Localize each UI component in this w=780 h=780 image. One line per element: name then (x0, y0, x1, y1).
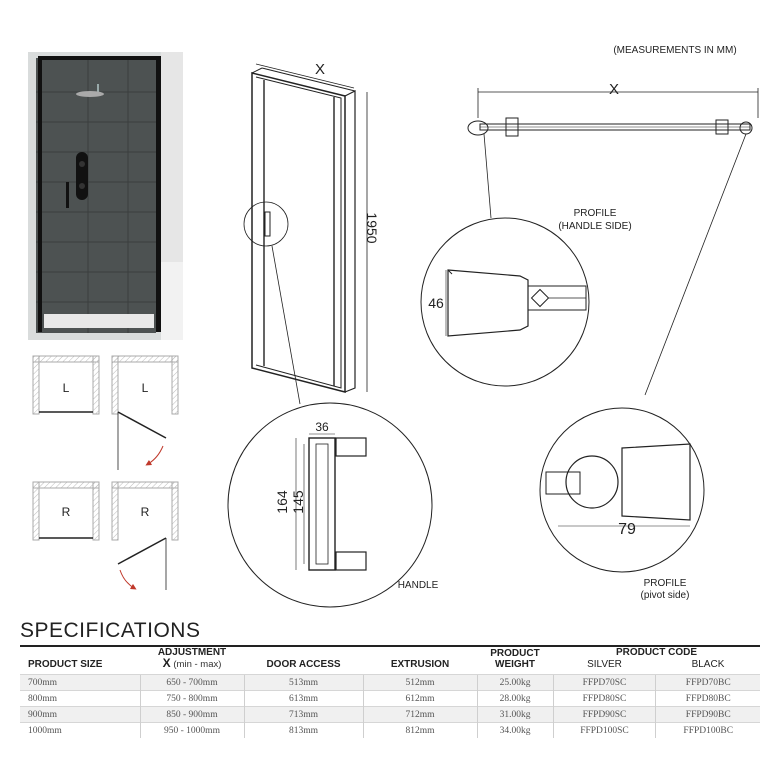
plan-width-symbol: X (608, 81, 619, 98)
handle-label: HANDLE (397, 580, 439, 591)
orientation-left-open: L (141, 381, 149, 395)
header-product-size: PRODUCT SIZE (28, 659, 103, 670)
plan-view (468, 88, 758, 395)
cell-weight: 34.00kg (477, 723, 553, 739)
cell-extrusion: 512mm (363, 675, 477, 691)
door-elevation (244, 61, 367, 404)
cell-silver: FFPD80SC (553, 691, 656, 707)
pivot-depth-label: 79 (618, 521, 636, 538)
specifications-title: SPECIFICATIONS (20, 619, 201, 642)
cell-access: 813mm (244, 723, 363, 739)
cell-access: 513mm (244, 675, 363, 691)
header-black: BLACK (691, 659, 725, 670)
cell-weight: 28.00kg (477, 691, 553, 707)
cell-black: FFPD70BC (656, 675, 760, 691)
table-row (20, 723, 760, 739)
door-width-label: X (314, 61, 325, 78)
cell-weight: 25.00kg (477, 675, 553, 691)
table-row (20, 707, 760, 723)
header-weight-line1: PRODUCT (490, 648, 540, 659)
orientation-diagrams (33, 356, 178, 590)
orientation-right-open: R (140, 505, 150, 519)
header-door-access: DOOR ACCESS (266, 659, 341, 670)
cell-extrusion: 712mm (363, 707, 477, 723)
cell-weight: 31.00kg (477, 707, 553, 723)
cell-size: 1000mm (20, 723, 140, 739)
header-adjustment-x: X (162, 656, 171, 670)
cell-adjustment: 750 - 800mm (140, 691, 244, 707)
measurements-note: (MEASUREMENTS IN MM) (613, 45, 737, 56)
handle-inner-label: 145 (290, 490, 306, 514)
orientation-right-closed: R (61, 505, 71, 519)
table-row (20, 691, 760, 707)
cell-silver: FFPD90SC (553, 707, 656, 723)
header-adjustment-label: ADJUSTMENT (157, 647, 227, 658)
cell-adjustment: 850 - 900mm (140, 707, 244, 723)
door-height-label: 1950 (364, 212, 380, 244)
cell-access: 613mm (244, 691, 363, 707)
cell-access: 713mm (244, 707, 363, 723)
cell-size: 900mm (20, 707, 140, 723)
table-row (20, 675, 760, 691)
cell-black: FFPD90BC (656, 707, 760, 723)
specifications-table (20, 645, 760, 738)
profile-handle-label-2: (HANDLE SIDE) (558, 221, 632, 232)
header-silver: SILVER (587, 659, 622, 670)
profile-depth-label: 46 (428, 295, 444, 311)
header-adjustment-unit: (min - max) (173, 659, 222, 670)
cell-adjustment: 650 - 700mm (140, 675, 244, 691)
profile-pivot-detail (540, 408, 704, 572)
cell-adjustment: 950 - 1000mm (140, 723, 244, 739)
handle-detail (228, 403, 432, 607)
header-weight-line2: WEIGHT (495, 659, 535, 670)
profile-pivot-label-2: (pivot side) (640, 590, 690, 601)
cell-size: 700mm (20, 675, 140, 691)
cell-silver: FFPD70SC (553, 675, 656, 691)
cell-black: FFPD80BC (656, 691, 760, 707)
profile-handle-label-1: PROFILE (573, 208, 617, 219)
header-adjustment (140, 646, 244, 675)
header-product-code: PRODUCT CODE (615, 647, 698, 658)
header-weight (477, 646, 553, 675)
cell-black: FFPD100BC (656, 723, 760, 739)
cell-extrusion: 612mm (363, 691, 477, 707)
header-extrusion: EXTRUSION (390, 659, 450, 670)
profile-pivot-label-1: PROFILE (643, 578, 687, 589)
cell-size: 800mm (20, 691, 140, 707)
cell-silver: FFPD100SC (553, 723, 656, 739)
orientation-left-closed: L (62, 381, 70, 395)
handle-width-label: 36 (315, 420, 329, 434)
handle-outer-label: 164 (274, 490, 290, 514)
cell-extrusion: 812mm (363, 723, 477, 739)
